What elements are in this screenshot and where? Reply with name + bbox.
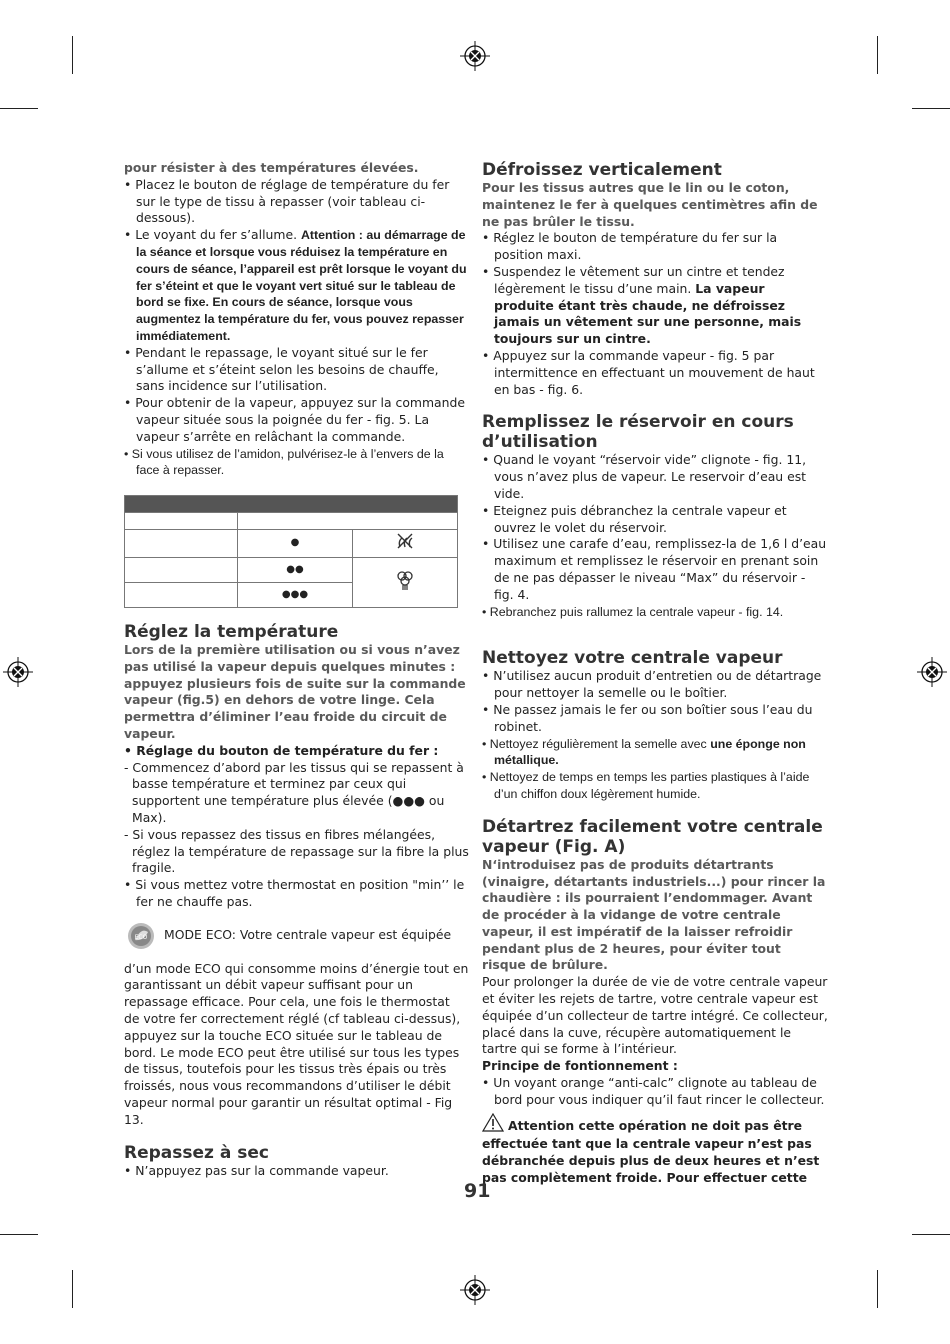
bullet-item: • Utilisez une carafe d’eau, remplissez-la de 1,6 l d’eau maximum et remplissez le réservoir en prenant soin de ne pas dépasser le niveau “Max” du réservoir - fig. 4. (482, 536, 827, 602)
warning-icon (482, 1113, 504, 1137)
crop-mark (912, 1234, 950, 1235)
bullet-item: • Réglez le bouton de température du fer sur la position maxi. (482, 230, 778, 263)
bullet-item: • Quand le voyant “réservoir vide” clignote - fig. 11, vous n’avez plus de vapeur. Le reservoir d’eau est vide. (482, 452, 807, 501)
crop-mark (912, 108, 950, 109)
crop-mark (0, 108, 38, 109)
left-column (124, 160, 469, 1179)
temperature-dots-2: ●● (238, 557, 353, 582)
crop-mark (72, 36, 73, 74)
detartrez-warning: N‘introduisez pas de produits détartrants (vinaigre, détartants industriels...) pour rincer la chaudière : ils pourraient l’endommager. Avant de procéder à la vidange de votre centrale vapeur, il est impératif de la laisser refroidir pendant plus de 2 heures, pour éviter tout risque de brûlure. (482, 856, 826, 973)
attention-text: Attention cette opération ne doit pas être effectuée tant que la centrale vapeur n’est pas débranchée depuis plus de deux heures et n’est pas complètement froide. Pour effectuer cette (482, 1117, 820, 1186)
dash-item: - Si vous repassez des tissus en fibres mélangées, réglez la température de repassage sur la fibre la plus fragile. (124, 826, 469, 876)
bullet-item: • Nettoyez de temps en temps les parties plastiques à l’aide d’un chiffon doux légèrement humide. (482, 770, 810, 801)
bullet-item (124, 227, 469, 345)
nettoyez-title: Nettoyez votre centrale vapeur (482, 648, 783, 669)
bullet-text: • Nettoyez régulièrement la semelle avec (482, 736, 707, 751)
temperature-dots-3: ●●● (238, 582, 353, 607)
reglage-label: • Réglage du bouton de température du fer : (124, 742, 439, 758)
dash-item: - Commencez d’abord par les tissus qui se repassent à basse température et terminez par ceux qui supportent une température plus élevée (●●● ou Max). (124, 759, 464, 825)
eco-logo-icon (124, 927, 164, 961)
svg-text:ECO: ECO (134, 933, 148, 941)
defroissez-intro: Pour les tissus autres que le lin ou le coton, maintenez le fer à quelques centimètres afin de ne pas brûler le tissu. (482, 180, 818, 229)
table-header (125, 496, 458, 513)
bullet-item (482, 736, 828, 770)
registration-mark-icon (460, 1275, 490, 1305)
bullet-bold-text: La vapeur produite étant très chaude, ne défroissez jamais un vêtement sur une personne, mais toujours sur un cintre. (494, 280, 802, 347)
bullet-item: • Placez le bouton de réglage de température du fer sur le type de tissu à repasser (voir tableau ci-dessous). (124, 176, 450, 226)
reglez-intro: Lors de la première utilisation ou si vous n’avez pas utilisé la vapeur depuis quelques minutes : appuyez plusieurs fois de suite sur la commande vapeur (fig.5) en dehors de votre linge. Cela permettra d’éliminer l’eau froide du circuit de vapeur. (124, 641, 466, 741)
eco-text: MODE ECO: Votre centrale vapeur est équipée d’un mode ECO qui consomme moins d’énergie tout en garantissant un débit vapeur suffisant pour un repassage efficace. Pour cela, une fois le thermostat de votre fer correctement réglé (cf tableau ci-dessus), appuyez sur la touche ECO située sur le tableau de bord. Le mode ECO peut être utilisé sur tous les types de tissus, toutefois pour les tissus très épais ou très froissés, nous vous recommandons d’utiliser le débit vapeur normal pour garantir un résultat optimal - Fig 13. (124, 926, 469, 1127)
bullet-item: • Pendant le repassage, le voyant situé sur le fer s’allume et s’éteint selon les besoins de chauffe, sans incidence sur l’utilisation. (124, 344, 439, 394)
registration-mark-icon (917, 657, 947, 687)
crop-mark (877, 1270, 878, 1308)
bullet-bold-text: une éponge non métallique. (494, 736, 806, 768)
detartrez-text: Pour prolonger la durée de vie de votre centrale vapeur et éviter les rejets de tartre, votre centrale vapeur est équipée d’un collecteur de tartre intégré. Ce collecteur, placé dans la cuve, récupère automatiquement le tartre qui se forme à l’intérieur. (482, 974, 828, 1057)
defroissez-title: Défroissez verticalement (482, 160, 722, 180)
page-number: 91 (464, 1180, 491, 1202)
bullet-item: • Ne passez jamais le fer ou son boîtier sous l’eau du robinet. (482, 701, 813, 734)
registration-mark-icon (460, 41, 490, 71)
crop-mark (72, 1270, 73, 1308)
principe-label: Principe de fontionnement : (482, 1058, 678, 1074)
crop-mark (0, 1234, 38, 1235)
bullet-item (482, 264, 828, 348)
crop-mark (877, 36, 878, 74)
steam-icon (353, 557, 458, 607)
temperature-table (124, 495, 458, 608)
attention-text: Attention : au démarrage de la séance et lorsque vous réduisez la température en cours de séance, l’appareil est prêt lorsque le voyant du fer s’éteint et que le voyant vert situé sur le tableau de bord se fixe. En cours de séance, lorsque vous augmentez la température du fer, vous pouvez repasser immédiatement. (136, 228, 467, 343)
repassez-title: Repassez à sec (124, 1142, 269, 1163)
bullet-text: • Le voyant du fer s’allume. (124, 227, 298, 243)
right-column (482, 160, 828, 1187)
eco-section (124, 927, 469, 1129)
intro-text: pour résister à des températures élevées. (124, 160, 419, 175)
bullet-item: • N’appuyez pas sur la commande vapeur. (124, 1162, 389, 1178)
registration-mark-icon (3, 657, 33, 687)
reglez-title: Réglez la température (124, 621, 339, 642)
detartrez-title: Détartrez facilement votre centrale vapeur (Fig. A) (482, 816, 823, 857)
attention-paragraph (482, 1113, 828, 1187)
bullet-item: • Eteignez puis débranchez la centrale vapeur et ouvrez le volet du réservoir. (482, 502, 787, 535)
bullet-item: • Rebranchez puis rallumez la centrale vapeur - fig. 14. (482, 604, 784, 619)
bullet-text: • Suspendez le vêtement sur un cintre et tendez légèrement le tissu d’une main. (482, 263, 785, 296)
bullet-item: • Pour obtenir de la vapeur, appuyez sur la commande vapeur située sous la poignée du fer - fig. 5. La vapeur s’arrête en relâchant la commande. (124, 395, 465, 444)
bullet-item: • Appuyez sur la commande vapeur - fig. 5 par intermittence en effectuant un mouvement de haut en bas - fig. 6. (482, 347, 815, 397)
bullet-item: • Un voyant orange “anti-calc” clignote au tableau de bord pour vous indiquer qu’il faut rincer le collecteur. (482, 1075, 825, 1107)
bullet-item: • Si vous mettez votre thermostat en position "min’’ le fer ne chauffe pas. (124, 877, 465, 909)
bullet-item: • Si vous utilisez de l’amidon, pulvérisez-le à l’envers de la face à repasser. (124, 446, 444, 478)
bullet-item: • N’utilisez aucun produit d’entretien ou de détartrage pour nettoyer la semelle ou le boîtier. (482, 668, 822, 701)
no-steam-icon (353, 530, 458, 558)
remplissez-title: Remplissez le réservoir en cours d’utilisation (482, 412, 794, 453)
temperature-dots-1: ● (238, 530, 353, 558)
